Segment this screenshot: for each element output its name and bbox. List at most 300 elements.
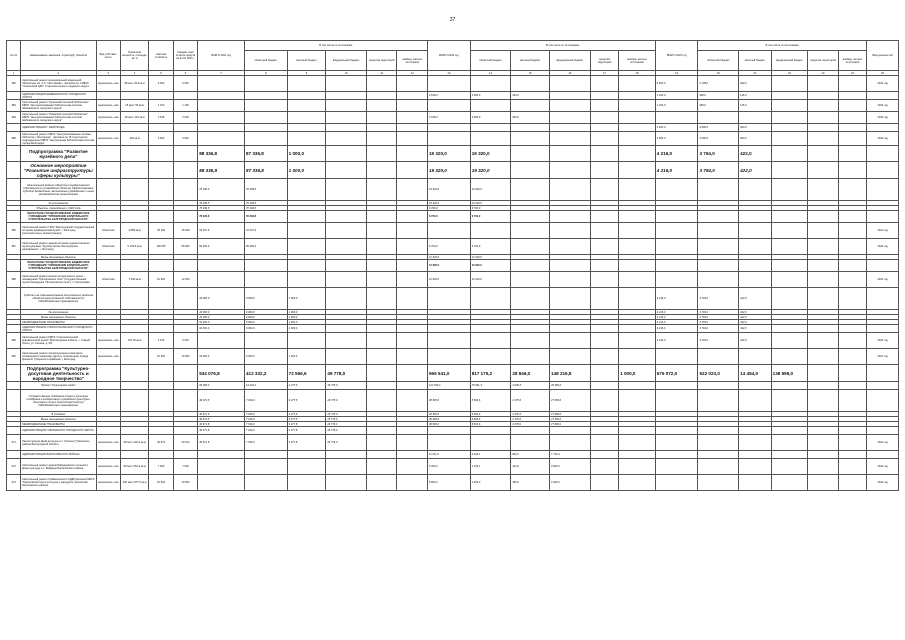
row-ownership: муниципаль- ная	[96, 333, 120, 349]
row-amount: 990,0	[698, 100, 739, 112]
row-amount: 6 700,0	[427, 211, 470, 223]
row-amount	[739, 390, 772, 412]
row-amount	[619, 112, 656, 124]
row-amount	[619, 288, 656, 310]
row-capacity: 15 мест 55 кв.м	[120, 100, 148, 112]
header-source: внебюд- жетных источников	[619, 51, 656, 71]
row-amount	[619, 459, 656, 475]
row-amount	[198, 475, 245, 491]
row-amount	[771, 260, 808, 272]
row-putin-year: 2023 год	[867, 132, 899, 146]
row-putin-year	[867, 365, 899, 382]
row-amount	[511, 349, 550, 365]
row-amount: 66 288,3	[198, 382, 245, 390]
row-amount	[771, 112, 808, 124]
row-amount: 7 916,0	[244, 390, 287, 412]
row-number	[7, 162, 21, 179]
row-amount: 600,0	[739, 132, 772, 146]
row-ownership	[96, 382, 120, 390]
row-estimate	[149, 288, 173, 310]
row-amount	[698, 390, 739, 412]
row-amount: 12 620,0	[470, 255, 511, 260]
row-number	[7, 260, 21, 272]
row-amount	[619, 146, 656, 162]
row-amount: 1 106,0	[655, 100, 698, 112]
row-amount: 600,0	[739, 124, 772, 132]
table-row	[7, 146, 899, 162]
row-estimate	[149, 124, 173, 132]
row-amount	[326, 459, 367, 475]
row-amount: 122 549,1	[427, 382, 470, 390]
column-number: 18	[619, 71, 656, 76]
row-amount	[698, 239, 739, 255]
row-amount	[198, 451, 245, 459]
row-amount	[366, 146, 397, 162]
row-amount: 38 965,0	[427, 422, 470, 427]
row-amount	[511, 272, 550, 288]
row-amount: 10 000,0	[198, 288, 245, 310]
row-amount: 148 216,8	[550, 365, 591, 382]
row-amount	[698, 475, 739, 491]
row-capacity: 220 мест 877,6 кв.м	[120, 475, 148, 491]
row-number	[7, 92, 21, 100]
row-amount	[366, 427, 397, 435]
row-estimate	[149, 365, 173, 382]
row-number: 387	[7, 239, 21, 255]
row-amount	[326, 124, 367, 132]
column-number: 22	[771, 71, 808, 76]
row-amount: 2 618,0	[427, 112, 470, 124]
row-name: Основное мероприятие "Развитие инфраструктуры сферы культуры"	[21, 162, 96, 179]
header-source: внебюд- жетных источников	[838, 51, 866, 71]
row-amount: 7 740,4	[550, 451, 591, 459]
column-number: 5	[149, 71, 173, 76]
row-amount: 19 320,0	[427, 162, 470, 179]
row-amount: 87 336,8	[244, 162, 287, 179]
row-remaining: 12 620	[173, 272, 197, 288]
row-amount: 412 332,2	[244, 365, 287, 382]
row-amount	[655, 272, 698, 288]
header-source: местный бюджет	[287, 51, 326, 71]
row-amount: 7 916,0	[244, 422, 287, 427]
row-amount	[287, 333, 326, 349]
row-amount: 12 620,0	[470, 260, 511, 272]
row-amount	[655, 223, 698, 239]
row-name: АДМИНИСТРАЦИЯ ШЕБЕКИНСКОГО ГОРОДСКОГО ОКРУГА	[21, 92, 96, 100]
row-ownership: муниципаль- ная	[96, 100, 120, 112]
row-amount	[590, 272, 618, 288]
row-amount	[655, 451, 698, 459]
row-amount	[427, 223, 470, 239]
table-row	[7, 179, 899, 201]
row-amount	[550, 100, 591, 112]
row-amount	[287, 239, 326, 255]
row-amount: 3 277,8	[287, 412, 326, 417]
row-amount	[397, 272, 428, 288]
row-amount: 2 378,0	[511, 412, 550, 417]
row-remaining	[173, 211, 197, 223]
row-amount: 9 000,0	[244, 320, 287, 325]
row-amount	[771, 459, 808, 475]
row-amount: 7 916,0	[244, 417, 287, 422]
row-name: Капитальный ремонт здания Байдаровского сельского Дома культуры в с. Байдары Борисовского района	[21, 459, 96, 475]
row-putin-year: 2023 год	[867, 100, 899, 112]
row-amount: 422,0	[739, 146, 772, 162]
row-number	[7, 390, 21, 412]
row-amount: 27 980,0	[550, 422, 591, 427]
column-number: 10	[326, 71, 367, 76]
row-amount	[326, 162, 367, 179]
row-amount	[771, 435, 808, 451]
row-amount: 40 971,8	[198, 417, 245, 422]
row-amount: 12 620,0	[427, 255, 470, 260]
row-amount	[397, 124, 428, 132]
row-amount	[366, 459, 397, 475]
row-amount	[326, 92, 367, 100]
row-ownership	[96, 390, 120, 412]
row-amount	[698, 451, 739, 459]
row-amount	[511, 162, 550, 179]
row-amount: 990,0	[698, 92, 739, 100]
row-amount	[590, 325, 618, 333]
row-amount	[590, 260, 618, 272]
row-name: Проект "Культурная среда"	[21, 382, 96, 390]
row-name: Капитальный ремонт военно-исторического музея-заповедника "Прохоровское поле" (Государственный музей-заповедник "Прохоровское поле"), п. Прохоровка	[21, 272, 96, 288]
row-ownership: муниципаль- ная	[96, 435, 120, 451]
row-amount: 29 778,0	[326, 422, 367, 427]
row-putin-year	[867, 92, 899, 100]
row-estimate	[149, 427, 173, 435]
row-amount	[698, 459, 739, 475]
row-amount	[326, 260, 367, 272]
row-amount: 40 971,8	[198, 427, 245, 435]
row-remaining	[173, 427, 197, 435]
row-amount	[808, 459, 839, 475]
row-amount: 49 778,0	[326, 382, 367, 390]
row-amount	[470, 325, 511, 333]
row-amount: 78 336,8	[198, 211, 245, 223]
row-amount	[397, 325, 428, 333]
table-row	[7, 365, 899, 382]
row-amount: 9 000,0	[244, 325, 287, 333]
row-name: Вновь начинаемые объекты	[21, 255, 96, 260]
row-amount	[590, 333, 618, 349]
row-amount: 8 604,6	[470, 422, 511, 427]
row-amount: 817 175,2	[470, 365, 511, 382]
row-amount	[838, 272, 866, 288]
row-amount	[698, 112, 739, 124]
column-number: 16	[550, 71, 591, 76]
row-amount	[397, 239, 428, 255]
row-amount	[287, 451, 326, 459]
row-amount	[198, 333, 245, 349]
row-amount	[397, 223, 428, 239]
row-amount	[838, 475, 866, 491]
row-amount	[198, 100, 245, 112]
row-putin-year: 2023 год	[867, 76, 899, 92]
row-amount	[326, 179, 367, 201]
row-amount: 116,0	[739, 100, 772, 112]
row-capacity: 28 мест 115 кв.м	[120, 112, 148, 124]
row-amount	[619, 272, 656, 288]
row-amount: 10 000,0	[198, 310, 245, 315]
table-row	[7, 132, 899, 146]
row-amount: 3 794,0	[698, 146, 739, 162]
row-remaining: 16 030	[173, 223, 197, 239]
row-amount: 3 277,8	[287, 390, 326, 412]
row-amount	[427, 288, 470, 310]
row-amount	[470, 124, 511, 132]
table-row	[7, 223, 899, 239]
row-amount	[470, 76, 511, 92]
row-ownership	[96, 365, 120, 382]
row-amount	[397, 211, 428, 223]
header-source: средства территорий	[366, 51, 397, 71]
row-ownership: муниципаль- ная	[96, 132, 120, 146]
row-amount	[838, 76, 866, 92]
row-putin-year	[867, 179, 899, 201]
row-amount: 78 336,8	[198, 179, 245, 201]
row-amount	[397, 162, 428, 179]
header-total-2021: ВСЕГО 2021 год	[198, 41, 245, 71]
row-remaining	[173, 288, 197, 310]
row-amount: 263,0	[511, 92, 550, 100]
row-amount	[771, 427, 808, 435]
row-amount: 6 700,0	[427, 206, 470, 211]
row-amount	[244, 475, 287, 491]
row-amount	[808, 179, 839, 201]
row-amount	[619, 124, 656, 132]
row-amount	[590, 223, 618, 239]
row-amount	[511, 288, 550, 310]
row-amount: 2 378,0	[511, 422, 550, 427]
row-amount: 6 700,0	[427, 239, 470, 255]
row-amount	[397, 435, 428, 451]
row-estimate	[149, 390, 173, 412]
table-row	[7, 325, 899, 333]
row-amount	[287, 179, 326, 201]
row-amount	[427, 427, 470, 435]
row-amount	[198, 459, 245, 475]
row-amount	[326, 239, 367, 255]
row-amount: 3 794,0	[698, 162, 739, 179]
row-estimate: 40 972	[149, 435, 173, 451]
row-remaining	[173, 325, 197, 333]
row-amount	[366, 272, 397, 288]
row-amount	[326, 288, 367, 310]
row-amount	[287, 223, 326, 239]
row-amount	[655, 427, 698, 435]
column-number: 6	[173, 71, 197, 76]
row-amount: 78 336,8	[244, 211, 287, 223]
row-amount	[655, 239, 698, 255]
row-putin-year: 2022 год	[867, 475, 899, 491]
row-estimate	[149, 92, 173, 100]
row-amount	[366, 100, 397, 112]
row-amount	[326, 325, 367, 333]
row-remaining: 1 100	[173, 100, 197, 112]
row-amount	[771, 333, 808, 349]
row-amount	[739, 260, 772, 272]
row-amount: 6 600,0	[655, 76, 698, 92]
row-amount	[511, 132, 550, 146]
row-amount: 4 000,0	[698, 132, 739, 146]
row-amount: 38 965,0	[427, 390, 470, 412]
row-amount	[366, 211, 397, 223]
row-ownership	[96, 260, 120, 272]
row-estimate: 10 593	[149, 475, 173, 491]
row-amount	[511, 435, 550, 451]
row-amount	[590, 211, 618, 223]
row-capacity	[120, 92, 148, 100]
row-name: МЕЖБЮДЖЕТНЫЕ ТРАНСФЕРТЫ	[21, 320, 96, 325]
row-name: Вновь начинаемые объекты	[21, 417, 96, 422]
row-amount	[590, 427, 618, 435]
column-number: 9	[287, 71, 326, 76]
row-amount	[427, 100, 470, 112]
row-ownership	[96, 325, 120, 333]
investment-table	[6, 40, 899, 491]
row-amount: 2 378,0	[511, 417, 550, 422]
row-amount: 4 000,0	[698, 124, 739, 132]
row-number	[7, 382, 21, 390]
row-amount: 6 138,0	[698, 76, 739, 92]
row-amount	[244, 112, 287, 124]
row-amount	[427, 325, 470, 333]
row-amount: 19 320,0	[470, 179, 511, 201]
row-amount	[771, 100, 808, 112]
row-putin-year: 2021 год	[867, 223, 899, 239]
row-remaining: 2 618	[173, 112, 197, 124]
row-amount: 7 916,0	[244, 427, 287, 435]
row-name: Капитальный ремонт МБУК "Централизованная система библиотек г. Белгорода" - филиала № 19 структурного подразделения МБУК "Центральная библиотечная система города Белгорода"	[22, 132, 95, 145]
row-amount	[511, 100, 550, 112]
row-remaining: 7 606	[173, 459, 197, 475]
row-amount	[366, 325, 397, 333]
row-remaining	[173, 179, 197, 201]
row-amount	[808, 272, 839, 288]
row-amount	[838, 325, 866, 333]
row-ownership: муниципаль- ная	[96, 475, 120, 491]
header-source: местный бюджет	[739, 51, 772, 71]
column-number: 13	[427, 71, 470, 76]
row-amount	[619, 239, 656, 255]
row-amount	[590, 459, 618, 475]
row-amount	[590, 179, 618, 201]
row-capacity	[120, 390, 148, 412]
row-amount	[619, 435, 656, 451]
row-amount	[739, 382, 772, 390]
column-number: 21	[739, 71, 772, 76]
row-amount	[397, 451, 428, 459]
row-amount	[550, 124, 591, 132]
row-amount	[619, 260, 656, 272]
row-amount	[808, 427, 839, 435]
row-capacity	[120, 260, 148, 272]
row-putin-year	[867, 260, 899, 272]
row-amount	[590, 132, 618, 146]
row-amount: 969 541,0	[427, 365, 470, 382]
row-remaining	[173, 124, 197, 132]
row-amount	[771, 382, 808, 390]
row-amount	[366, 475, 397, 491]
row-amount	[771, 325, 808, 333]
row-amount: 38 965,0	[427, 412, 470, 417]
row-amount: 29 778,0	[326, 435, 367, 451]
row-name: АДМИНИСТРАЦИЯ Г. БЕЛГОРОДА	[21, 124, 96, 132]
row-amount	[590, 100, 618, 112]
row-name: Объекты, переходящие с 2020 года	[21, 206, 96, 211]
column-number: 24	[838, 71, 866, 76]
row-amount: 3 820,0	[550, 459, 591, 475]
column-number: 14	[470, 71, 511, 76]
row-amount	[838, 132, 866, 146]
row-amount	[287, 459, 326, 475]
table-row	[7, 459, 899, 475]
row-amount	[326, 349, 367, 365]
row-capacity	[120, 179, 148, 201]
row-amount	[808, 365, 839, 382]
table-row	[7, 427, 899, 435]
row-amount	[771, 349, 808, 365]
row-amount: 38 965,0	[427, 417, 470, 422]
row-amount	[287, 100, 326, 112]
row-amount	[619, 100, 656, 112]
row-amount	[698, 382, 739, 390]
row-amount	[590, 451, 618, 459]
row-amount	[326, 112, 367, 124]
row-name: Реконструкция Дома культуры в с. Осколец Губкинского района Белгородской области	[21, 435, 96, 451]
row-amount: 4 600,0	[655, 124, 698, 132]
row-amount: 1 000,0	[287, 315, 326, 320]
row-estimate: 4 600	[149, 132, 173, 146]
row-capacity	[120, 427, 148, 435]
row-amount	[808, 451, 839, 459]
row-amount: 10 320,0	[427, 201, 470, 206]
row-capacity: 5 103,9 кв.м	[120, 239, 148, 255]
row-amount	[698, 211, 739, 223]
row-amount: 6 700,0	[470, 211, 511, 223]
row-amount	[808, 382, 839, 390]
header-estimate: Сметная стоимость	[149, 41, 173, 71]
row-name: АДМИНИСТРАЦИЯ БОРИСОВСКОГО РАЙОНА	[21, 451, 96, 459]
row-amount	[511, 333, 550, 349]
row-amount	[287, 76, 326, 92]
row-amount	[739, 349, 772, 365]
row-amount	[739, 435, 772, 451]
row-amount	[397, 112, 428, 124]
row-amount	[838, 223, 866, 239]
row-amount	[619, 325, 656, 333]
row-name: Капитальный ремонт "Купинский сельской библиотеки" МБУК "Централизованная библиотечная система Шебекинского городского округа"	[21, 100, 96, 112]
row-amount	[655, 349, 698, 365]
row-amount	[619, 475, 656, 491]
row-amount	[287, 132, 326, 146]
row-amount	[511, 124, 550, 132]
row-capacity: 197,20 кв.м	[120, 333, 148, 349]
row-amount: 78 336,8	[198, 206, 245, 211]
row-amount	[470, 333, 511, 349]
row-amount	[838, 333, 866, 349]
row-amount: 10 000,0	[198, 320, 245, 325]
row-putin-year	[867, 288, 899, 310]
row-amount: 10 320,0	[470, 201, 511, 206]
row-amount: 19 320,0	[470, 146, 511, 162]
row-remaining	[173, 146, 197, 162]
row-amount: 70 336,8	[244, 201, 287, 206]
column-number: 8	[244, 71, 287, 76]
row-capacity: 340 кв.м	[120, 132, 148, 146]
